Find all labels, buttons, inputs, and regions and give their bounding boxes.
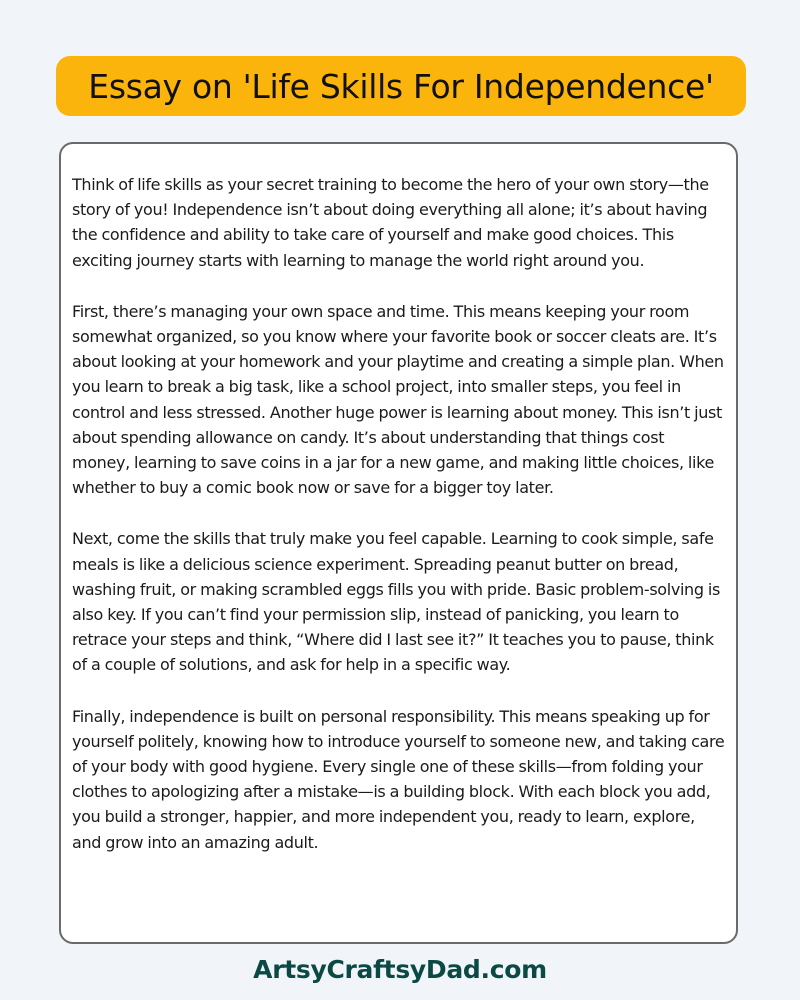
title-banner [56, 56, 746, 116]
page-title: Essay on 'Life Skills For Independence' [88, 66, 714, 106]
essay-paragraph-4: Finally, independence is built on personal responsibility. This means speaking up for yourself politely, knowing how to introduce yourself to someone new, and taking care of your body with good hygiene. Every single one of these skills—from folding your clothes to apologizing after a mistake—is a building block. With each block you add, you build a stronger, happier, and more independent you, ready to learn, explore, and grow into an amazing adult. [72, 706, 725, 852]
essay-paragraph-2: First, there’s managing your own space and time. This means keeping your room somewhat organized, so you know where your favorite book or soccer cleats are. It’s about looking at your homework and your playtime and creating a simple plan. When you learn to break a big task, like a school project, into smaller steps, you feel in control and less stressed. Another huge power is learning about money. This isn’t just about spending allowance on candy. It’s about understanding that things cost money, learning to save coins in a jar for a new game, and making little choices, like whether to buy a comic book now or save for a bigger toy later. [72, 301, 724, 498]
essay-paragraph-1: Think of life skills as your secret training to become the hero of your own story—the story of you! Independence isn’t about doing everything all alone; it’s about having the confidence and ability to take care of yourself and make good choices. This exciting journey starts with learning to manage the world right around you. [72, 175, 709, 270]
essay-paragraph-3: Next, come the skills that truly make you feel capable. Learning to cook simple, safe meals is like a delicious science experiment. Spreading peanut butter on bread, washing fruit, or making scrambled eggs fills you with pride. Basic problem-solving is also key. If you can’t find your permission slip, instead of panicking, you learn to retrace your steps and think, “Where did I last see it?” It teaches you to pause, think of a couple of solutions, and ask for help in a specific way. [72, 529, 720, 675]
site-watermark: ArtsyCraftsyDad.com [253, 955, 547, 984]
essay-card [59, 142, 738, 944]
